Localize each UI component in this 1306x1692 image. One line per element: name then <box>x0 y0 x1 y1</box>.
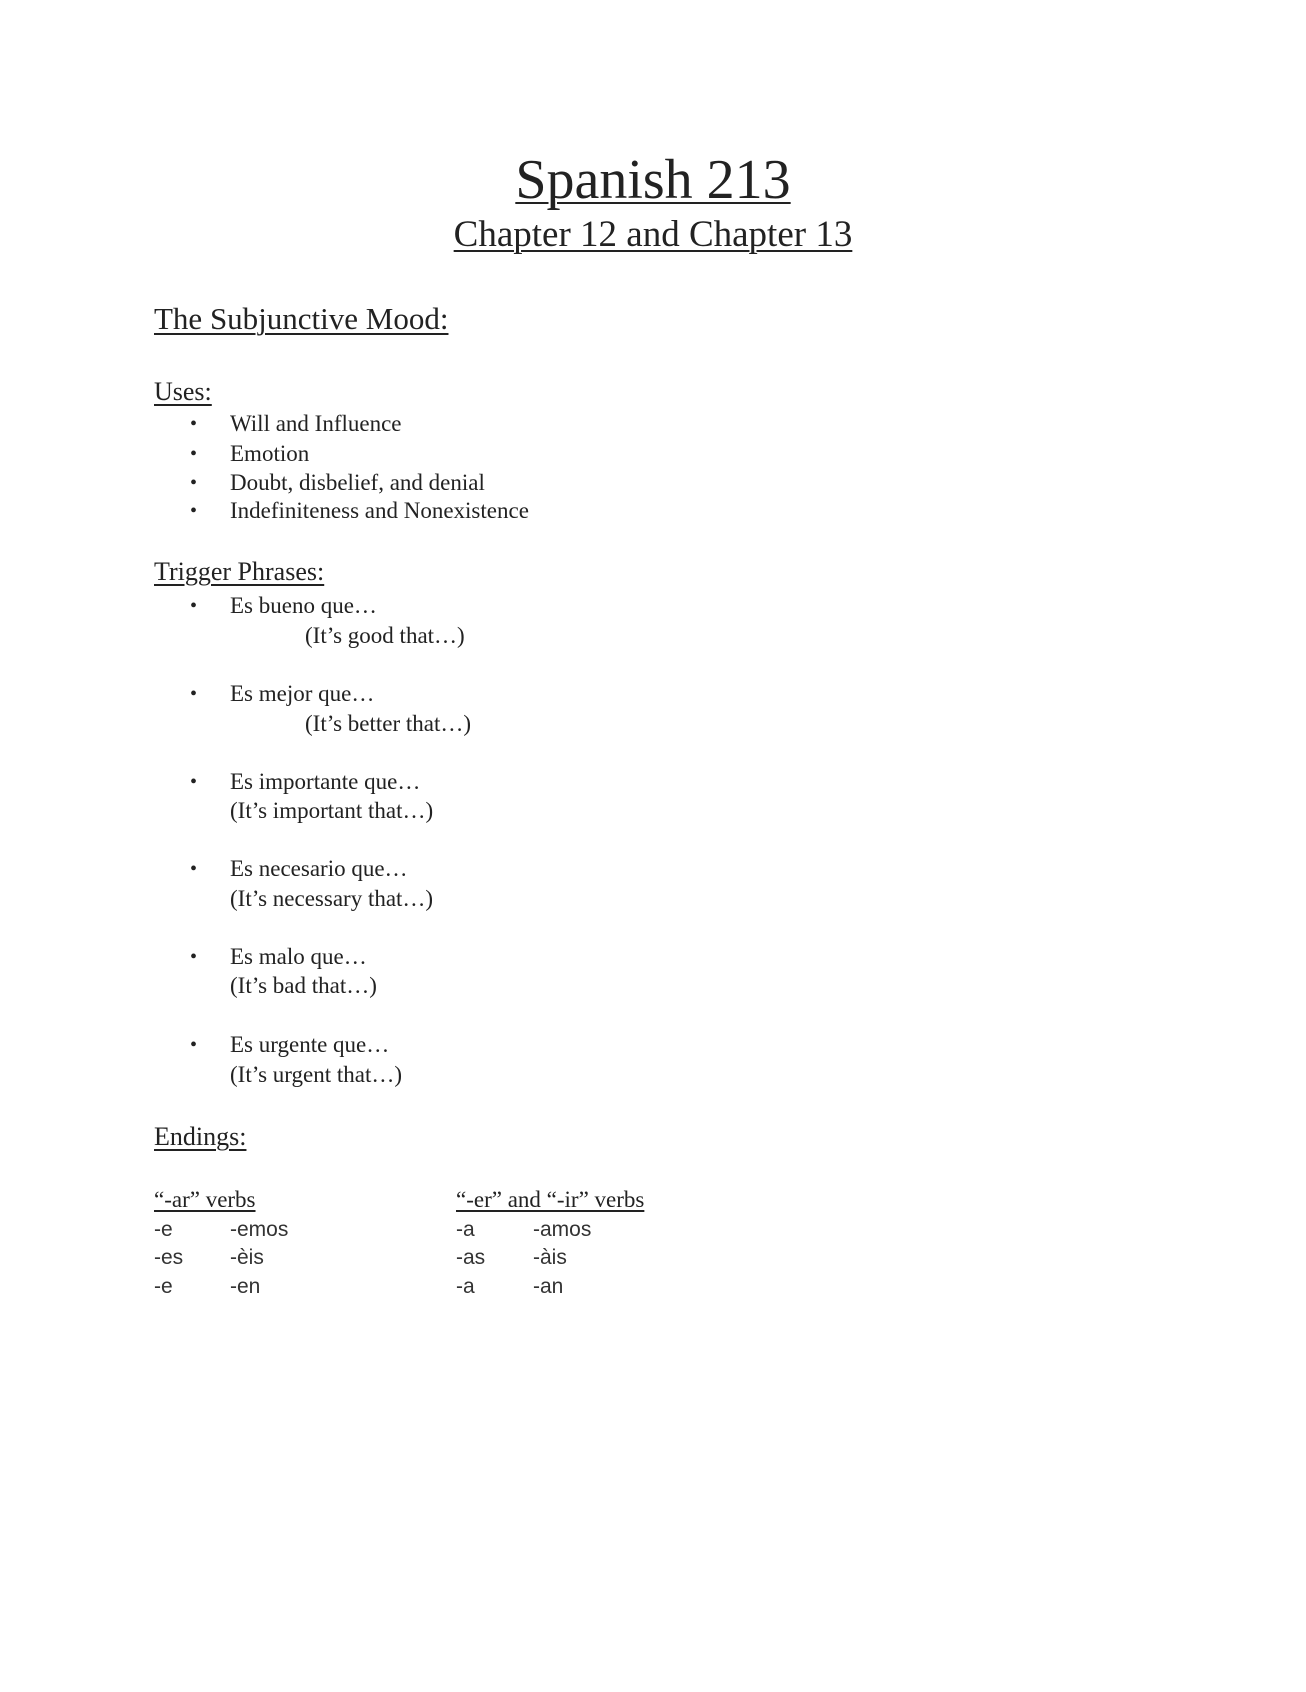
trigger-translation: (It’s urgent that…) <box>230 1062 403 1087</box>
uses-item: Emotion <box>230 441 310 466</box>
trigger-translation: (It’s good that…) <box>305 623 465 648</box>
ar-ending: -e <box>154 1275 173 1298</box>
uses-item: Doubt, disbelief, and denial <box>230 470 485 495</box>
trigger-phrase: Es urgente que… <box>230 1032 390 1057</box>
trigger-heading: Trigger Phrases: <box>154 557 325 586</box>
trigger-phrase: Es mejor que… <box>230 681 375 706</box>
uses-heading: Uses: <box>154 377 212 406</box>
ar-ending: -èis <box>230 1246 264 1269</box>
document-subtitle: Chapter 12 and Chapter 13 <box>453 214 853 255</box>
uses-item: Indefiniteness and Nonexistence <box>230 498 529 523</box>
trigger-translation: (It’s bad that…) <box>230 973 377 998</box>
bullet-icon: • <box>190 683 198 705</box>
ar-verbs-heading: “-ar” verbs <box>154 1187 256 1212</box>
bullet-icon: • <box>190 771 198 793</box>
ar-ending: -e <box>154 1218 173 1241</box>
bullet-icon: • <box>190 595 198 617</box>
er-ir-verbs-heading: “-er” and “-ir” verbs <box>456 1187 645 1212</box>
er-ir-ending: -amos <box>533 1218 592 1241</box>
endings-heading: Endings: <box>154 1122 247 1151</box>
er-ir-ending: -a <box>456 1218 475 1241</box>
document-title: Spanish 213 <box>515 149 791 211</box>
er-ir-ending: -as <box>456 1246 486 1269</box>
ar-ending: -es <box>154 1246 184 1269</box>
trigger-phrase: Es importante que… <box>230 769 421 794</box>
ar-ending: -emos <box>230 1218 289 1241</box>
er-ir-ending: -àis <box>533 1246 567 1269</box>
bullet-icon: • <box>190 443 198 465</box>
trigger-phrase: Es malo que… <box>230 944 367 969</box>
bullet-icon: • <box>190 413 198 435</box>
bullet-icon: • <box>190 500 198 522</box>
er-ir-ending: -a <box>456 1275 475 1298</box>
er-ir-ending: -an <box>533 1275 564 1298</box>
trigger-translation: (It’s important that…) <box>230 798 434 823</box>
trigger-phrase: Es necesario que… <box>230 856 408 881</box>
uses-item: Will and Influence <box>230 411 402 436</box>
bullet-icon: • <box>190 472 198 494</box>
trigger-translation: (It’s better that…) <box>305 711 472 736</box>
trigger-translation: (It’s necessary that…) <box>230 886 434 911</box>
trigger-phrase: Es bueno que… <box>230 593 377 618</box>
section-heading-subjunctive: The Subjunctive Mood: <box>154 301 449 336</box>
bullet-icon: • <box>190 1034 198 1056</box>
bullet-icon: • <box>190 858 198 880</box>
bullet-icon: • <box>190 946 198 968</box>
ar-ending: -en <box>230 1275 261 1298</box>
